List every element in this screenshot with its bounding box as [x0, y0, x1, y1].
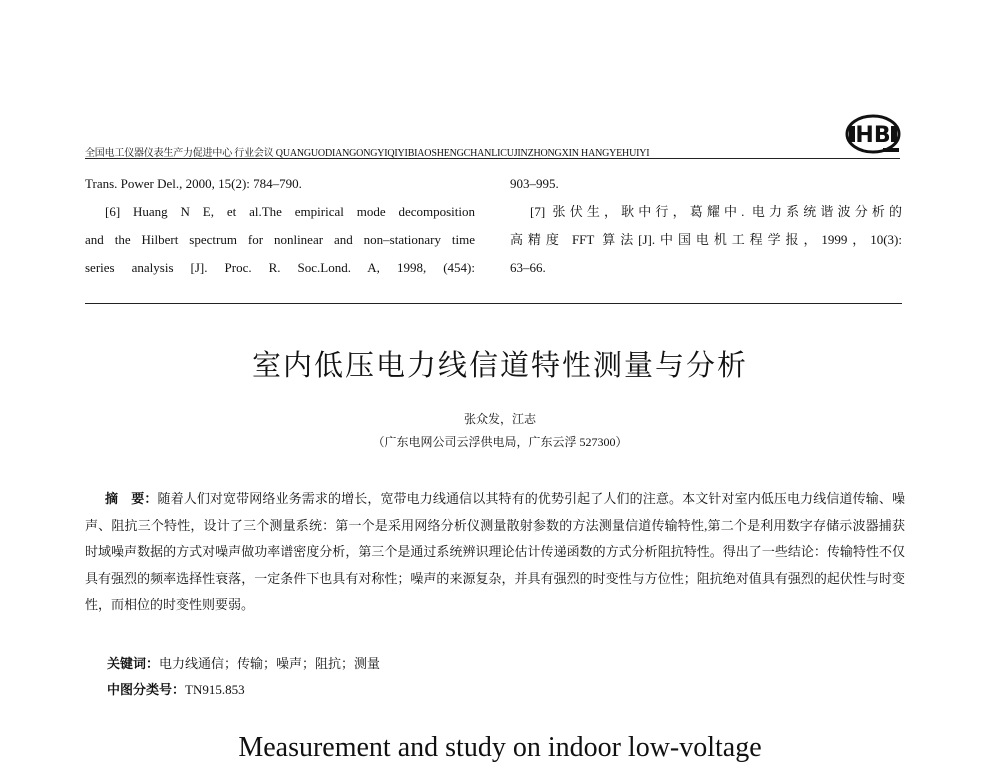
classification-label: 中图分类号：: [107, 682, 186, 697]
article-authors: 张众发，江志: [463, 412, 536, 426]
reference-line: [6] Huang N E, et al.The empirical mode decomposition: [105, 204, 475, 219]
reference-line: series analysis [J]. Proc. R. Soc.Lond. A, 1998, (454):: [85, 260, 475, 275]
keywords-label: 关键词：: [107, 656, 160, 671]
classification: [107, 679, 245, 698]
abstract: [85, 486, 905, 619]
prev-references-left: [85, 170, 475, 282]
section-separator: [85, 303, 902, 304]
english-title: Measurement and study on indoor low-voltage: [238, 732, 762, 763]
reference-line: 高精度 FFT 算法[J].中国电机工程学报，1999，10(3):: [510, 232, 902, 247]
classification-number: TN915.853: [185, 682, 245, 697]
reference-line: [7] 张伏生，耿中行，葛耀中. 电力系统谐波分析的: [530, 204, 902, 219]
abstract-text: 随着人们对宽带网络业务需求的增长，宽带电力线通信以其特有的优势引起了人们的注意。本文针对室内低压电力线信道传输、噪声、阻抗三个特性，设计了三个测量系统：第一个是采用网络分析仪测量散射参数的方法测量信道传输特性,第二个是利用数字存储示波器捕获时域噪声数据的方式对噪声做功率谱密度分析，第三个是通过系统辨识理论估计传递函数的方式分析阻抗特性。得出了一些结论：传输特性不仅具有强烈的频率选择性衰落，一定条件下也具有对称性；噪声的来源复杂，并具有强烈的时变性与方位性；阻抗绝对值具有强烈的起伏性与时变性，而相位的时变性则要弱。: [85, 491, 905, 612]
prev-references-right: [510, 170, 902, 282]
keywords-text: 电力线通信；传输；噪声；阻抗；测量: [159, 656, 381, 671]
article-affiliation: （广东电网公司云浮供电局，广东云浮 527300）: [372, 435, 628, 449]
abstract-label: 摘 要：: [105, 491, 158, 506]
keywords: [107, 653, 380, 672]
reference-line: 63–66.: [510, 260, 546, 275]
reference-line: and the Hilbert spectrum for nonlinear and non–stationary time: [85, 232, 475, 247]
logo-text: HB: [855, 123, 891, 148]
header-rule: [85, 158, 900, 159]
reference-line: 903–995.: [510, 176, 559, 191]
reference-line: Trans. Power Del., 2000, 15(2): 784–790.: [85, 176, 302, 191]
running-header: 全国电工仪器仪表生产力促进中心 行业会议 QUANGUODIANGONGYIQIYIBIAOSHENGCHANLICUJINZHONGXIN HANGYEHUIYI: [85, 148, 650, 159]
publisher-logo: [843, 112, 903, 156]
article-title: 室内低压电力线信道特性测量与分析: [251, 348, 748, 382]
